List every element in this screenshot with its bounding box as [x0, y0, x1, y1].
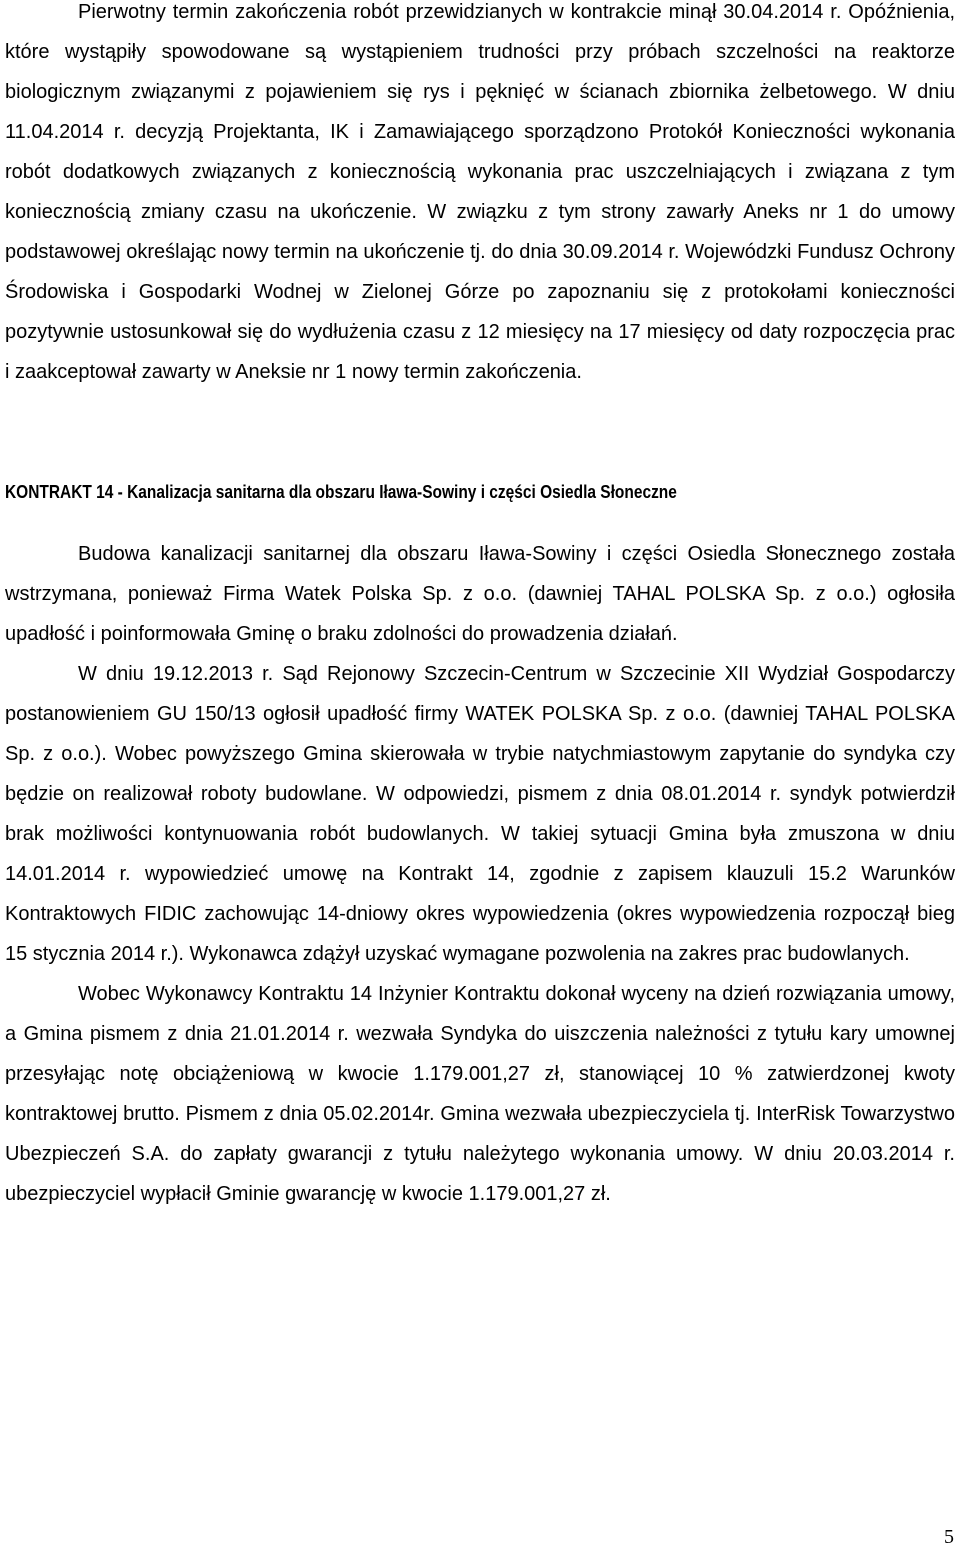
document-page	[5, 0, 955, 1214]
paragraph-bankruptcy-termination: W dniu 19.12.2013 r. Sąd Rejonowy Szczecin-Centrum w Szczecinie XII Wydział Gospodarczy postanowieniem GU 150/13 ogłosił upadłość firmy WATEK POLSKA Sp. z o.o. (dawniej TAHAL POLSKA Sp. z o.o.). Wobec powyższego Gmina skierowała w trybie natychmiastowym zapytanie do syndyka czy będzie on realizował roboty budowlane. W odpowiedzi, pismem z dnia 08.01.2014 r. syndyk potwierdził brak możliwości kontynuowania robót budowlanych. W takiej sytuacji Gmina była zmuszona w dniu 14.01.2014 r. wypowiedzieć umowę na Kontrakt 14, zgodnie z zapisem klauzuli 15.2 Warunków Kontraktowych FIDIC zachowując 14-dniowy okres wypowiedzenia (okres wypowiedzenia rozpoczął bieg 15 stycznia 2014 r.). Wykonawca zdążył uzyskać wymagane pozwolenia na zakres prac budowlanych.	[5, 663, 955, 965]
page-number: 5	[944, 1526, 954, 1548]
paragraph-reactor-delay: Pierwotny termin zakończenia robót przewidzianych w kontrakcie minął 30.04.2014 r. Opóźnienia, które wystąpiły spowodowane są wystąpieniem trudności przy próbach szczelności na reaktorze biologicznym związanymi z pojawieniem się rys i pęknięć w ścianach zbiornika żelbetowego. W dniu 11.04.2014 r. decyzją Projektanta, IK i Zamawiającego sporządzono Protokół Konieczności wykonania robót dodatkowych związanych z koniecznością wykonania prac uszczelniających i związana z tym koniecznością zmiany czasu na ukończenie. W związku z tym strony zawarły Aneks nr 1 do umowy podstawowej określając nowy termin na ukończenie tj. do dnia 30.09.2014 r. Wojewódzki Fundusz Ochrony Środowiska i Gospodarki Wodnej w Zielonej Górze po zapoznaniu się z protokołami konieczności pozytywnie ustosunkował się do wydłużenia czasu z 12 miesięcy na 17 miesięcy od daty rozpoczęcia prac i zaakceptował zawarty w Aneksie nr 1 nowy termin zakończenia.	[5, 1, 955, 383]
section-heading-kontrakt-14: KONTRAKT 14 - Kanalizacja sanitarna dla obszaru Iława-Sowiny i części Osiedla Słoneczne	[5, 482, 677, 502]
paragraph-construction-halted: Budowa kanalizacji sanitarnej dla obszaru Iława-Sowiny i części Osiedla Słonecznego została wstrzymana, ponieważ Firma Watek Polska Sp. z o.o. (dawniej TAHAL POLSKA Sp. z o.o.) ogłosiła upadłość i poinformowała Gminę o braku zdolności do prowadzenia działań.	[5, 543, 955, 645]
paragraph-contract-penalty: Wobec Wykonawcy Kontraktu 14 Inżynier Kontraktu dokonał wyceny na dzień rozwiązania umowy, a Gmina pismem z dnia 21.01.2014 r. wezwała Syndyka do uiszczenia należności z tytułu kary umownej przesyłając notę obciążeniową w kwocie 1.179.001,27 zł, stanowiącej 10 % zatwierdzonej kwoty kontraktowej brutto. Pismem z dnia 05.02.2014r. Gmina wezwała ubezpieczyciela tj. InterRisk Towarzystwo Ubezpieczeń S.A. do zapłaty gwarancji z tytułu należytego wykonania umowy. W dniu 20.03.2014 r. ubezpieczyciel wypłacił Gminie gwarancję w kwocie 1.179.001,27 zł.	[5, 983, 955, 1205]
